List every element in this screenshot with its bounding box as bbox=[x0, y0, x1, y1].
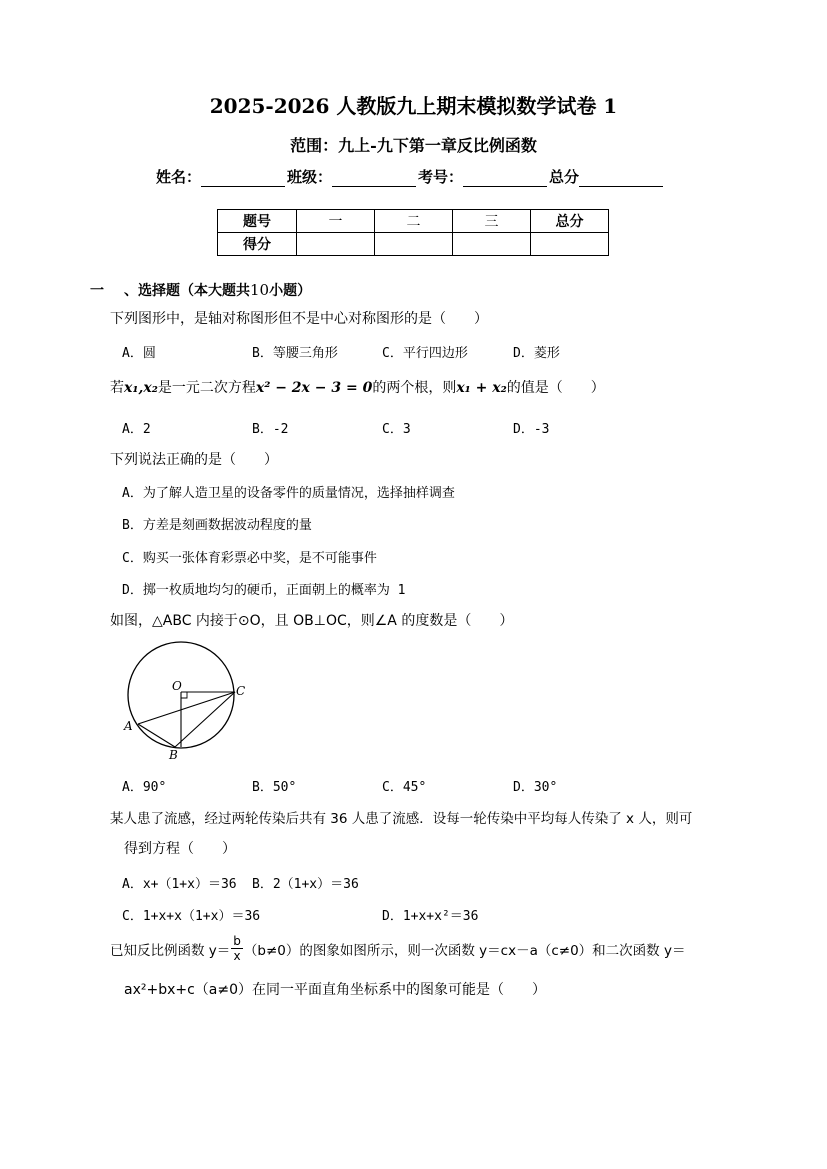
section-heading bbox=[90, 280, 311, 300]
label-c: C bbox=[236, 684, 246, 698]
section-suffix: 小题） bbox=[269, 283, 312, 299]
q2-option-b[interactable]: B．-2 bbox=[252, 422, 289, 437]
right-angle-mark bbox=[181, 692, 187, 698]
segment-ab bbox=[138, 724, 175, 747]
score-table-cell: 二 bbox=[375, 210, 453, 233]
q1-option-a[interactable]: A．圆 bbox=[122, 346, 156, 361]
score-table bbox=[217, 209, 609, 256]
score-table-header-row bbox=[218, 210, 609, 233]
score-table-cell: 总分 bbox=[531, 210, 609, 233]
q1-option-d[interactable]: D．菱形 bbox=[513, 346, 560, 361]
question-5-stem-line1: 某人患了流感，经过两轮传染后共有 36 人患了流感．设每一轮传染中平均每人传染了 x 人，则可 bbox=[110, 811, 693, 827]
section-title: 、选择题（本大题共 bbox=[124, 283, 250, 299]
exam-title: 2025-2026 人教版九上期末模拟数学试卷 1 bbox=[209, 94, 618, 118]
q6-text: （b≠0）的图象如图所示，则一次函数 y＝cx－a（c≠0）和二次函数 y＝ bbox=[243, 942, 686, 959]
q3-option-a[interactable]: A．为了解人造卫星的设备零件的质量情况，选择抽样调查 bbox=[122, 486, 455, 501]
q1-option-c[interactable]: C．平行四边形 bbox=[382, 346, 468, 361]
q4-option-b[interactable]: B．50° bbox=[252, 780, 297, 795]
q5-option-c[interactable]: C．1+x+x（1+x）＝36 bbox=[122, 909, 261, 924]
q2-equation: x² − 2x − 3 = 0 bbox=[255, 380, 373, 396]
q3-option-d[interactable]: D．掷一枚质地均匀的硬币，正面朝上的概率为 1 bbox=[122, 583, 406, 598]
circle-figure bbox=[118, 638, 258, 764]
question-3-stem: 下列说法正确的是（ ） bbox=[110, 452, 278, 468]
q2-text: 是一元二次方程 bbox=[157, 380, 256, 396]
q4-option-d[interactable]: D．30° bbox=[513, 780, 558, 795]
class-label: 班级： bbox=[287, 168, 333, 186]
exam-subtitle: 范围：九上-九下第一章反比例函数 bbox=[290, 136, 537, 155]
fraction-b-over-x bbox=[231, 934, 243, 963]
q2-option-c[interactable]: C．3 bbox=[382, 422, 411, 437]
question-2-stem bbox=[110, 377, 605, 397]
q1-option-b[interactable]: B．等腰三角形 bbox=[252, 346, 338, 361]
q2-option-a[interactable]: A．2 bbox=[122, 422, 151, 437]
name-label: 姓名： bbox=[156, 168, 202, 186]
name-blank[interactable] bbox=[201, 168, 285, 187]
fraction-numerator: b bbox=[233, 934, 241, 948]
question-6-stem-line1 bbox=[110, 934, 685, 963]
section-count: 10 bbox=[250, 281, 270, 299]
exam-number-blank[interactable] bbox=[463, 168, 547, 187]
score-input-cell[interactable] bbox=[297, 233, 375, 256]
q2-text: 的两个根，则 bbox=[372, 380, 457, 396]
q5-option-b[interactable]: B．2（1+x）＝36 bbox=[252, 877, 359, 892]
total-label: 总分 bbox=[549, 168, 580, 186]
score-input-cell[interactable] bbox=[531, 233, 609, 256]
q2-text: 若 bbox=[110, 380, 124, 396]
q2-text: 的值是（ ） bbox=[506, 380, 605, 396]
question-1-stem: 下列图形中，是轴对称图形但不是中心对称图形的是（ ） bbox=[110, 311, 488, 327]
student-info-row bbox=[156, 166, 665, 187]
score-table-cell: 一 bbox=[297, 210, 375, 233]
q2-sum: x₁ + x₂ bbox=[456, 380, 507, 396]
question-6-stem-line2: ax²+bx+c（a≠0）在同一平面直角坐标系中的图象可能是（ ） bbox=[124, 982, 547, 998]
total-blank[interactable] bbox=[579, 168, 663, 187]
label-b: B bbox=[169, 748, 178, 762]
segment-ac bbox=[138, 692, 235, 724]
label-a: A bbox=[124, 719, 133, 733]
label-o: O bbox=[172, 679, 182, 693]
q2-roots: x₁,x₂ bbox=[124, 380, 158, 396]
fraction-denominator: x bbox=[233, 949, 241, 963]
q3-option-b[interactable]: B．方差是刻画数据波动程度的量 bbox=[122, 518, 312, 533]
question-5-stem-line2: 得到方程（ ） bbox=[124, 841, 236, 857]
section-number: 一 bbox=[90, 283, 104, 299]
q5-option-a[interactable]: A．x+（1+x）＝36 bbox=[122, 877, 237, 892]
score-table-cell: 三 bbox=[453, 210, 531, 233]
segment-bc bbox=[175, 692, 235, 747]
score-input-cell[interactable] bbox=[453, 233, 531, 256]
q5-option-d[interactable]: D．1+x+x²＝36 bbox=[382, 909, 479, 924]
question-4-stem: 如图，△ABC 内接于⊙O，且 OB⊥OC，则∠A 的度数是（ ） bbox=[110, 613, 514, 629]
q6-text: 已知反比例函数 y＝ bbox=[110, 942, 231, 959]
score-table-cell: 得分 bbox=[218, 233, 297, 256]
exam-number-label: 考号： bbox=[418, 168, 464, 186]
class-blank[interactable] bbox=[332, 168, 416, 187]
q3-option-c[interactable]: C．购买一张体育彩票必中奖，是不可能事件 bbox=[122, 551, 377, 566]
q4-option-c[interactable]: C．45° bbox=[382, 780, 427, 795]
score-table-score-row bbox=[218, 233, 609, 256]
score-input-cell[interactable] bbox=[375, 233, 453, 256]
score-table-cell: 题号 bbox=[218, 210, 297, 233]
q4-option-a[interactable]: A．90° bbox=[122, 780, 167, 795]
q2-option-d[interactable]: D．-3 bbox=[513, 422, 550, 437]
